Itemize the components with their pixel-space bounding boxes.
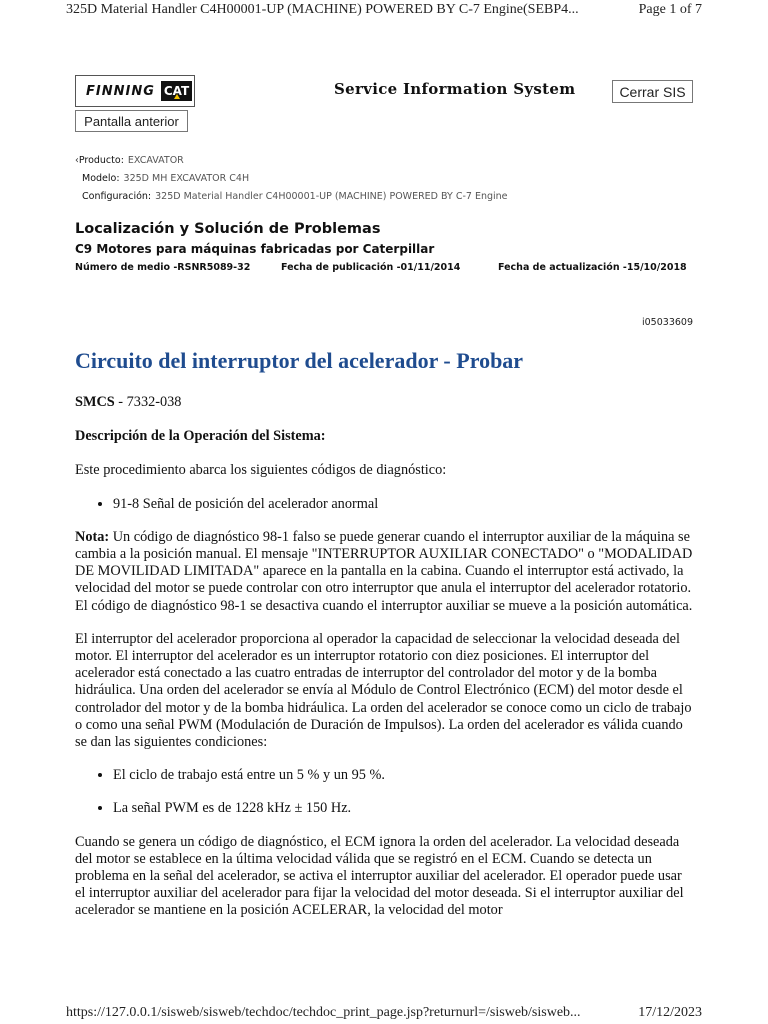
publication-date: Fecha de publicación -01/11/2014 bbox=[281, 262, 461, 273]
list-item: • 91-8 Señal de posición del acelerador anormal bbox=[113, 496, 695, 513]
page-title: Circuito del interruptor del acelerador - Probar bbox=[75, 348, 524, 373]
config-label: Configuración: bbox=[82, 191, 152, 202]
product-value: EXCAVATOR bbox=[127, 155, 184, 166]
note-text: Un código de diagnóstico 98-1 falso se puede generar cuando el interruptor auxiliar de la máquina se cambia a la posición manual. El mensaje "INTERRUPTOR AUXILIAR CONECTADO" o "MODALIDAD DE MOVILIDAD LIMITADA" aparece en la pantalla en la cabina. Cuando el interruptor está activado, la velocidad del motor se puede controlar con otro interruptor que anula el interruptor del acelerador rotatorio. El código de diagnóstico 98-1 se desactiva cuando el interruptor auxiliar se mueve a la posición automática. bbox=[75, 528, 693, 614]
list-item: • La señal PWM es de 1228 kHz ± 150 Hz. bbox=[113, 800, 695, 817]
smcs-value: - 7332-038 bbox=[114, 394, 182, 410]
throttle-description: El interruptor del acelerador proporciona al operador la capacidad de seleccionar la velocidad deseada del motor. El interruptor del acelerador es un interruptor rotatorio con diez posiciones. El interruptor del acelerador está conectado a las cuatro entradas de interruptor del controlador del motor y de la bomba hidráulica. Una orden del acelerador se envía al Módulo de Control Electrónico (ECM) del motor desde el controlador del motor y de la bomba hidráulica. La orden del acelerador se conoce como un ciclo de trabajo o como una señal PWM (Modulación de Duración de Impulsos). La orden del acelerador es válida cuando se dan las siguientes condiciones: bbox=[75, 630, 692, 751]
cat-logo-icon: CAT bbox=[161, 81, 192, 101]
breadcrumb-product bbox=[75, 152, 508, 170]
smcs-line bbox=[75, 394, 695, 411]
print-footer-date: 17/12/2023 bbox=[638, 1005, 702, 1020]
document-subtitle: C9 Motores para máquinas fabricadas por Caterpillar bbox=[75, 242, 435, 256]
print-header-page: Page 1 of 7 bbox=[638, 2, 702, 17]
breadcrumb-config bbox=[75, 188, 508, 206]
document-title: Localización y Solución de Problemas bbox=[75, 221, 381, 237]
finning-cat-logo bbox=[75, 75, 195, 107]
media-number: Número de medio -RSNR5089-32 bbox=[75, 262, 251, 273]
update-date: Fecha de actualización -15/10/2018 bbox=[498, 262, 687, 273]
document-id: i05033609 bbox=[642, 317, 693, 328]
system-title: Service Information System bbox=[334, 80, 576, 98]
print-header bbox=[66, 2, 702, 20]
previous-screen-button[interactable]: Pantalla anterior bbox=[75, 110, 188, 132]
product-label: Producto: bbox=[78, 155, 124, 166]
diagnostic-behavior: Cuando se genera un código de diagnóstico, el ECM ignora la orden del acelerador. La velocidad deseada del motor se establece en la última velocidad válida que se registró en el ECM. Cuando se detecta un problema en la señal del acelerador, se activa el interruptor auxiliar del acelerador. El operador puede usar el interruptor auxiliar del acelerador para fijar la velocidad del motor deseada. Si el interruptor auxiliar del acelerador se mantiene en la posición ACELERAR, la velocidad del motor bbox=[75, 833, 684, 919]
back-arrow-icon[interactable]: ‹ bbox=[75, 155, 79, 166]
intro-text: Este procedimiento abarca los siguientes códigos de diagnóstico: bbox=[75, 462, 447, 479]
close-sis-button[interactable]: Cerrar SIS bbox=[612, 80, 693, 103]
print-footer-url: https://127.0.0.1/sisweb/sisweb/techdoc/techdoc_print_page.jsp?returnurl=/sisweb/sisweb... bbox=[66, 1005, 581, 1020]
article-body bbox=[75, 394, 695, 936]
note-label: Nota: bbox=[75, 528, 110, 545]
model-value: 325D MH EXCAVATOR C4H bbox=[123, 173, 250, 184]
condition-list bbox=[75, 767, 695, 817]
note-paragraph bbox=[75, 529, 695, 615]
print-footer bbox=[66, 1005, 702, 1023]
smcs-label: SMCS bbox=[75, 394, 115, 410]
print-header-title: 325D Material Handler C4H00001-UP (MACHINE) POWERED BY C-7 Engine(SEBP4... bbox=[66, 2, 579, 17]
section-heading: Descripción de la Operación del Sistema: bbox=[75, 428, 326, 445]
breadcrumb bbox=[75, 152, 508, 206]
list-item: • El ciclo de trabajo está entre un 5 % y un 95 %. bbox=[113, 767, 695, 784]
model-label: Modelo: bbox=[82, 173, 120, 184]
document-meta bbox=[75, 262, 693, 273]
breadcrumb-model bbox=[75, 170, 508, 188]
finning-logo-text: FINNING bbox=[86, 83, 155, 99]
diagnostic-code-list bbox=[75, 496, 695, 513]
config-value: 325D Material Handler C4H00001-UP (MACHINE) POWERED BY C-7 Engine bbox=[155, 191, 508, 202]
